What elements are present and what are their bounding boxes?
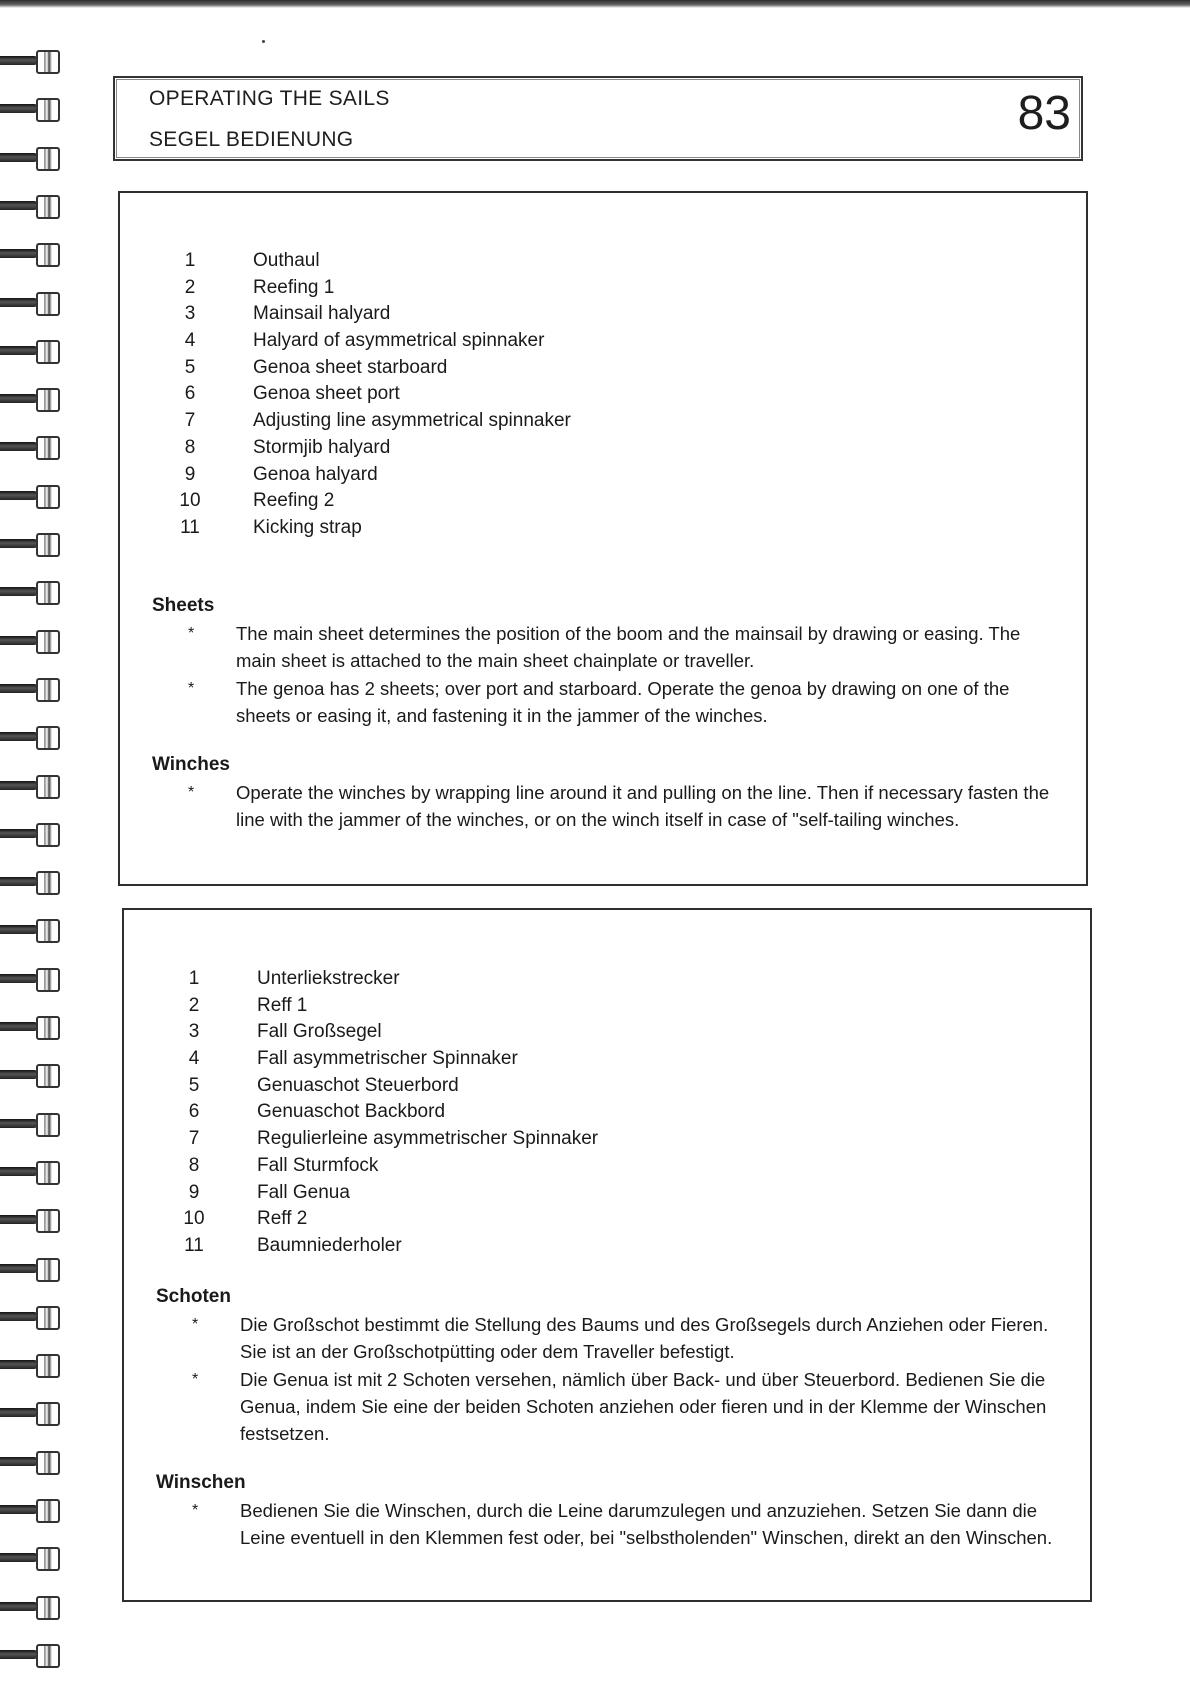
list-item: 10 Reff 2 <box>183 1208 308 1230</box>
page-top-edge <box>0 0 1190 8</box>
binding-wire <box>0 1264 38 1273</box>
binding-ring <box>0 769 60 803</box>
bullet-item: * The main sheet determines the position of the boom and the mainsail by drawing or easing. The main sheet is attached to the main sheet chainplate or traveller. <box>152 620 1061 674</box>
binding-hole <box>36 1161 60 1185</box>
winches-heading: Winches <box>152 754 230 775</box>
binding-hole <box>36 630 60 654</box>
binding-hole <box>36 243 60 267</box>
binding-hole <box>36 1402 60 1426</box>
binding-wire <box>0 104 38 113</box>
binding-wire <box>0 1312 38 1321</box>
spiral-binding <box>0 30 62 1670</box>
list-item: 1 Outhaul <box>184 250 320 271</box>
binding-hole <box>36 726 60 750</box>
list-item: 2 Reefing 1 <box>184 276 335 298</box>
binding-wire <box>0 56 38 65</box>
binding-hole <box>36 485 60 509</box>
binding-wire <box>0 1553 38 1562</box>
binding-wire <box>0 1167 38 1176</box>
binding-wire <box>0 925 38 934</box>
bullet-star: * <box>188 680 195 697</box>
bullet-item: * Die Genua ist mit 2 Schoten versehen, nämlich über Back- und über Steuerbord. Bedienen Sie die Genua, indem Sie eine der beiden Schoten anziehen oder fieren und in der Klemme der Winschen festsetzen. <box>156 1366 1065 1447</box>
binding-wire <box>0 201 38 210</box>
binding-ring <box>0 189 60 223</box>
list-item: 8 Fall Sturmfock <box>188 1154 379 1176</box>
english-legend <box>175 248 571 542</box>
english-section <box>118 191 1088 886</box>
binding-ring <box>0 962 60 996</box>
title-german: SEGEL BEDIENUNG <box>149 128 354 151</box>
binding-hole <box>36 1354 60 1378</box>
title-english: OPERATING THE SAILS <box>149 87 390 110</box>
speck <box>262 40 265 43</box>
sheets-heading: Sheets <box>152 595 215 616</box>
list-item: 9 Genoa halyard <box>184 463 378 485</box>
binding-wire <box>0 249 38 258</box>
winches-section <box>152 752 1061 833</box>
binding-wire <box>0 539 38 548</box>
binding-hole <box>36 581 60 605</box>
binding-ring <box>0 1445 60 1479</box>
binding-ring <box>0 913 60 947</box>
bullet-star: * <box>188 784 195 801</box>
list-item: 9 Fall Genua <box>188 1181 350 1203</box>
binding-ring <box>0 672 60 706</box>
binding-wire <box>0 974 38 983</box>
binding-ring <box>0 1396 60 1430</box>
binding-hole <box>36 388 60 412</box>
list-item: 10 Reefing 2 <box>179 490 335 512</box>
binding-wire <box>0 732 38 741</box>
list-item: 7 Adjusting line asymmetrical spinnaker <box>184 410 571 432</box>
binding-hole <box>36 775 60 799</box>
binding-wire <box>0 346 38 355</box>
binding-ring <box>0 286 60 320</box>
binding-wire <box>0 829 38 838</box>
binding-ring <box>0 1203 60 1237</box>
binding-wire <box>0 1602 38 1611</box>
bullet-item: * Operate the winches by wrapping line around it and pulling on the line. Then if necessary fasten the line with the jammer of the winches, or on the winch itself in case of "self-tailing winches. <box>152 779 1061 833</box>
binding-hole <box>36 1209 60 1233</box>
list-item: 8 Stormjib halyard <box>184 436 391 458</box>
bullet-item: * Bedienen Sie die Winschen, durch die Leine darumzulegen und anzuziehen. Setzen Sie dann die Leine eventuell in den Klemmen fest oder, bei "selbstholenden" Winschen, direkt an den Winschen. <box>156 1497 1065 1551</box>
binding-wire <box>0 877 38 886</box>
binding-wire <box>0 684 38 693</box>
sheets-section <box>152 593 1061 729</box>
binding-ring <box>0 720 60 754</box>
binding-wire <box>0 587 38 596</box>
binding-hole <box>36 436 60 460</box>
binding-ring <box>0 575 60 609</box>
binding-ring <box>0 382 60 416</box>
binding-hole <box>36 1499 60 1523</box>
binding-wire <box>0 1360 38 1369</box>
binding-hole <box>36 871 60 895</box>
list-item: 3 Mainsail halyard <box>184 303 391 325</box>
binding-ring <box>0 44 60 78</box>
list-item: 2 Reff 1 <box>188 994 308 1016</box>
binding-ring <box>0 1010 60 1044</box>
binding-hole <box>36 919 60 943</box>
binding-ring <box>0 1348 60 1382</box>
bullet-star: * <box>192 1371 199 1388</box>
binding-wire <box>0 1650 38 1659</box>
list-item: 4 Halyard of asymmetrical spinnaker <box>184 330 545 352</box>
binding-ring <box>0 237 60 271</box>
binding-hole <box>36 292 60 316</box>
list-item: 1 Unterliekstrecker <box>188 968 400 989</box>
binding-wire <box>0 1505 38 1514</box>
binding-hole <box>36 98 60 122</box>
binding-hole <box>36 1451 60 1475</box>
bullet-star: * <box>192 1502 199 1519</box>
binding-ring <box>0 430 60 464</box>
binding-hole <box>36 823 60 847</box>
bullet-item: * The genoa has 2 sheets; over port and starboard. Operate the genoa by drawing on one of the sheets or easing it, and fastening it in the jammer of the winches. <box>152 675 1061 729</box>
binding-wire <box>0 298 38 307</box>
binding-hole <box>36 1258 60 1282</box>
list-item: 6 Genoa sheet port <box>184 383 400 405</box>
binding-ring <box>0 1493 60 1527</box>
binding-hole <box>36 1306 60 1330</box>
bullet-star: * <box>188 625 195 642</box>
binding-hole <box>36 195 60 219</box>
binding-ring <box>0 141 60 175</box>
binding-wire <box>0 394 38 403</box>
binding-ring <box>0 334 60 368</box>
binding-wire <box>0 1022 38 1031</box>
list-item: 6 Genuaschot Backbord <box>188 1101 446 1123</box>
binding-wire <box>0 636 38 645</box>
binding-hole <box>36 147 60 171</box>
binding-ring <box>0 817 60 851</box>
binding-hole <box>36 1016 60 1040</box>
binding-hole <box>36 678 60 702</box>
page-number: 83 <box>1017 87 1071 140</box>
binding-hole <box>36 50 60 74</box>
winschen-heading: Winschen <box>156 1472 246 1493</box>
page-header <box>113 76 1083 161</box>
german-legend <box>179 966 599 1260</box>
binding-hole <box>36 1113 60 1137</box>
binding-ring <box>0 1155 60 1189</box>
binding-wire <box>0 1070 38 1079</box>
winschen-section <box>156 1470 1065 1551</box>
binding-wire <box>0 1457 38 1466</box>
binding-wire <box>0 1119 38 1128</box>
binding-wire <box>0 491 38 500</box>
list-item: 5 Genuaschot Steuerbord <box>188 1074 459 1096</box>
binding-hole <box>36 1596 60 1620</box>
binding-hole <box>36 1644 60 1668</box>
binding-ring <box>0 527 60 561</box>
binding-ring <box>0 1300 60 1334</box>
binding-ring <box>0 1252 60 1286</box>
binding-wire <box>0 1215 38 1224</box>
list-item: 11 Baumniederholer <box>184 1234 402 1256</box>
binding-ring <box>0 865 60 899</box>
bullet-item: * Die Großschot bestimmt die Stellung des Baums und des Großsegels durch Anziehen oder Fieren. Sie ist an der Großschotpütting oder dem Traveller befestigt. <box>156 1311 1065 1365</box>
list-item: 7 Regulierleine asymmetrischer Spinnaker <box>188 1128 599 1150</box>
binding-ring <box>0 479 60 513</box>
binding-ring <box>0 1541 60 1575</box>
binding-hole <box>36 1064 60 1088</box>
binding-ring <box>0 92 60 126</box>
binding-ring <box>0 624 60 658</box>
binding-wire <box>0 153 38 162</box>
binding-hole <box>36 340 60 364</box>
binding-wire <box>0 781 38 790</box>
schoten-heading: Schoten <box>156 1286 231 1307</box>
list-item: 3 Fall Großsegel <box>188 1021 382 1043</box>
bullet-star: * <box>192 1316 199 1333</box>
binding-ring <box>0 1590 60 1624</box>
binding-ring <box>0 1107 60 1141</box>
binding-wire <box>0 442 38 451</box>
german-section <box>122 908 1092 1602</box>
binding-hole <box>36 1547 60 1571</box>
list-item: 11 Kicking strap <box>180 516 362 538</box>
binding-ring <box>0 1638 60 1672</box>
binding-hole <box>36 533 60 557</box>
list-item: 4 Fall asymmetrischer Spinnaker <box>188 1048 518 1070</box>
binding-hole <box>36 968 60 992</box>
binding-wire <box>0 1408 38 1417</box>
list-item: 5 Genoa sheet starboard <box>184 356 448 378</box>
binding-ring <box>0 1058 60 1092</box>
schoten-section <box>156 1284 1065 1447</box>
